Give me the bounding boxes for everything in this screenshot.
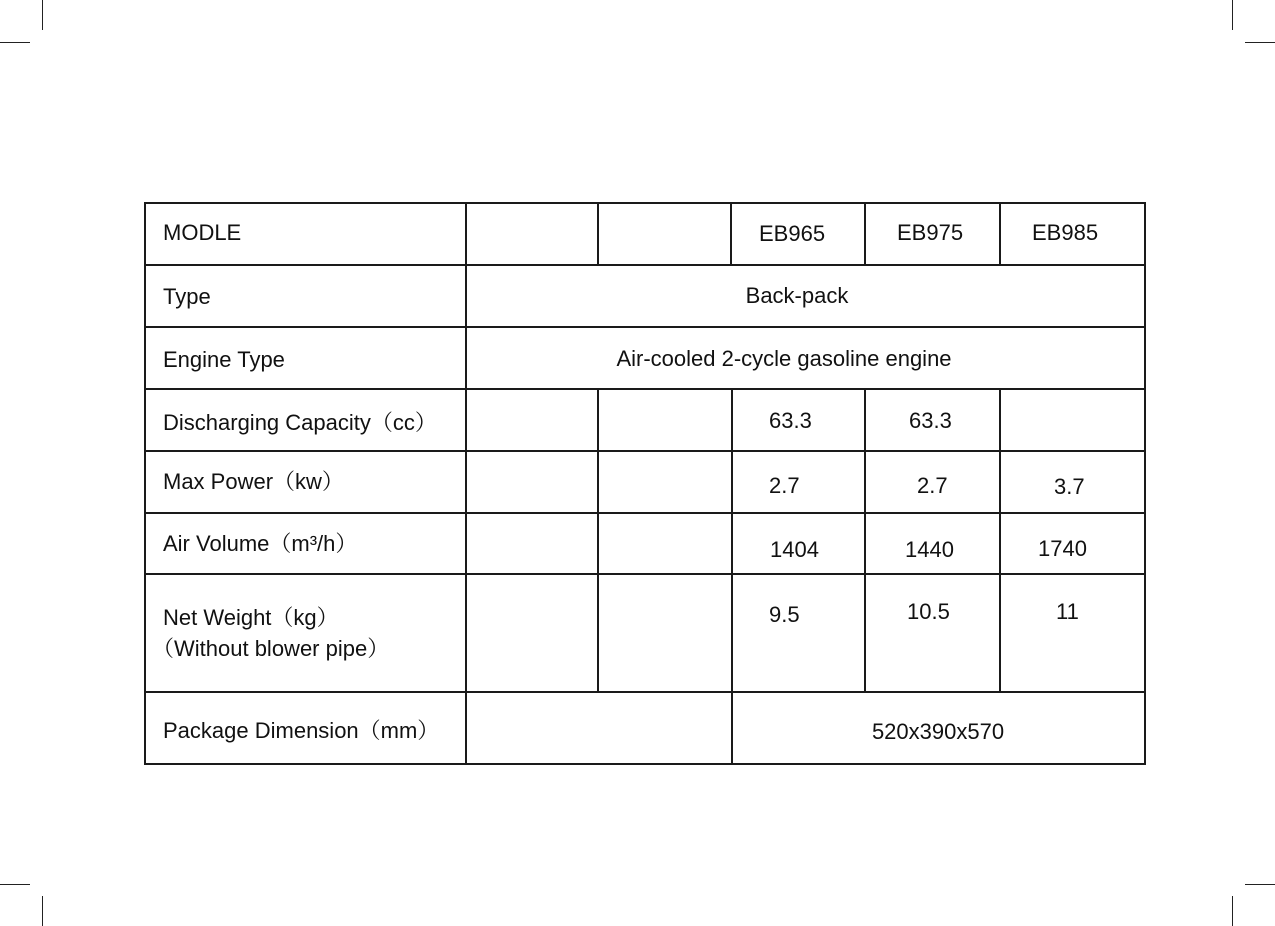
table-border-bottom [144,763,1146,765]
column-divider [730,202,732,264]
discharging-capacity-label: Discharging Capacity（cc） [163,410,437,435]
net-weight-eb975: 10.5 [907,599,950,624]
column-divider [864,202,866,264]
discharging-capacity-eb975: 63.3 [909,408,952,433]
row-divider [144,388,1146,390]
engine-type-value: Air-cooled 2-cycle gasoline engine [616,346,952,371]
row-divider [144,450,1146,452]
label-column-divider [465,202,467,765]
max-power-eb975: 2.7 [917,473,948,498]
row-divider [144,573,1146,575]
max-power-label: Max Power（kw） [163,469,344,494]
column-divider [597,202,599,264]
net-weight-eb985: 11 [1056,599,1079,624]
package-dimension-value: 520x390x570 [871,719,1005,744]
air-volume-eb965: 1404 [770,537,819,562]
header-label: MODLE [163,220,242,245]
air-volume-eb985: 1740 [1038,536,1087,561]
max-power-eb965: 2.7 [769,473,800,498]
package-dimension-label: Package Dimension（mm） [163,718,440,743]
column-divider [999,388,1001,691]
engine-type-label: Engine Type [163,347,285,372]
net-weight-eb965: 9.5 [769,602,800,627]
column-divider [731,388,733,765]
model-eb965: EB965 [759,221,826,246]
column-divider [597,388,599,691]
type-value: Back-pack [745,283,849,308]
model-eb975: EB975 [897,220,964,245]
row-divider [144,691,1146,693]
air-volume-eb975: 1440 [905,537,954,562]
row-divider [144,326,1146,328]
row-divider [144,264,1146,266]
column-divider [864,388,866,691]
table-border-left [144,202,146,765]
table-border-top [144,202,1146,204]
model-eb985: EB985 [1032,220,1099,245]
net-weight-label: Net Weight（kg） [163,605,339,630]
air-volume-label: Air Volume（m³/h） [163,531,358,556]
net-weight-sublabel: （Without blower pipe） [152,636,390,661]
type-label: Type [163,284,211,309]
column-divider [999,202,1001,264]
row-divider [144,512,1146,514]
discharging-capacity-eb965: 63.3 [769,408,812,433]
max-power-eb985: 3.7 [1054,474,1085,499]
table-border-right [1144,202,1146,765]
